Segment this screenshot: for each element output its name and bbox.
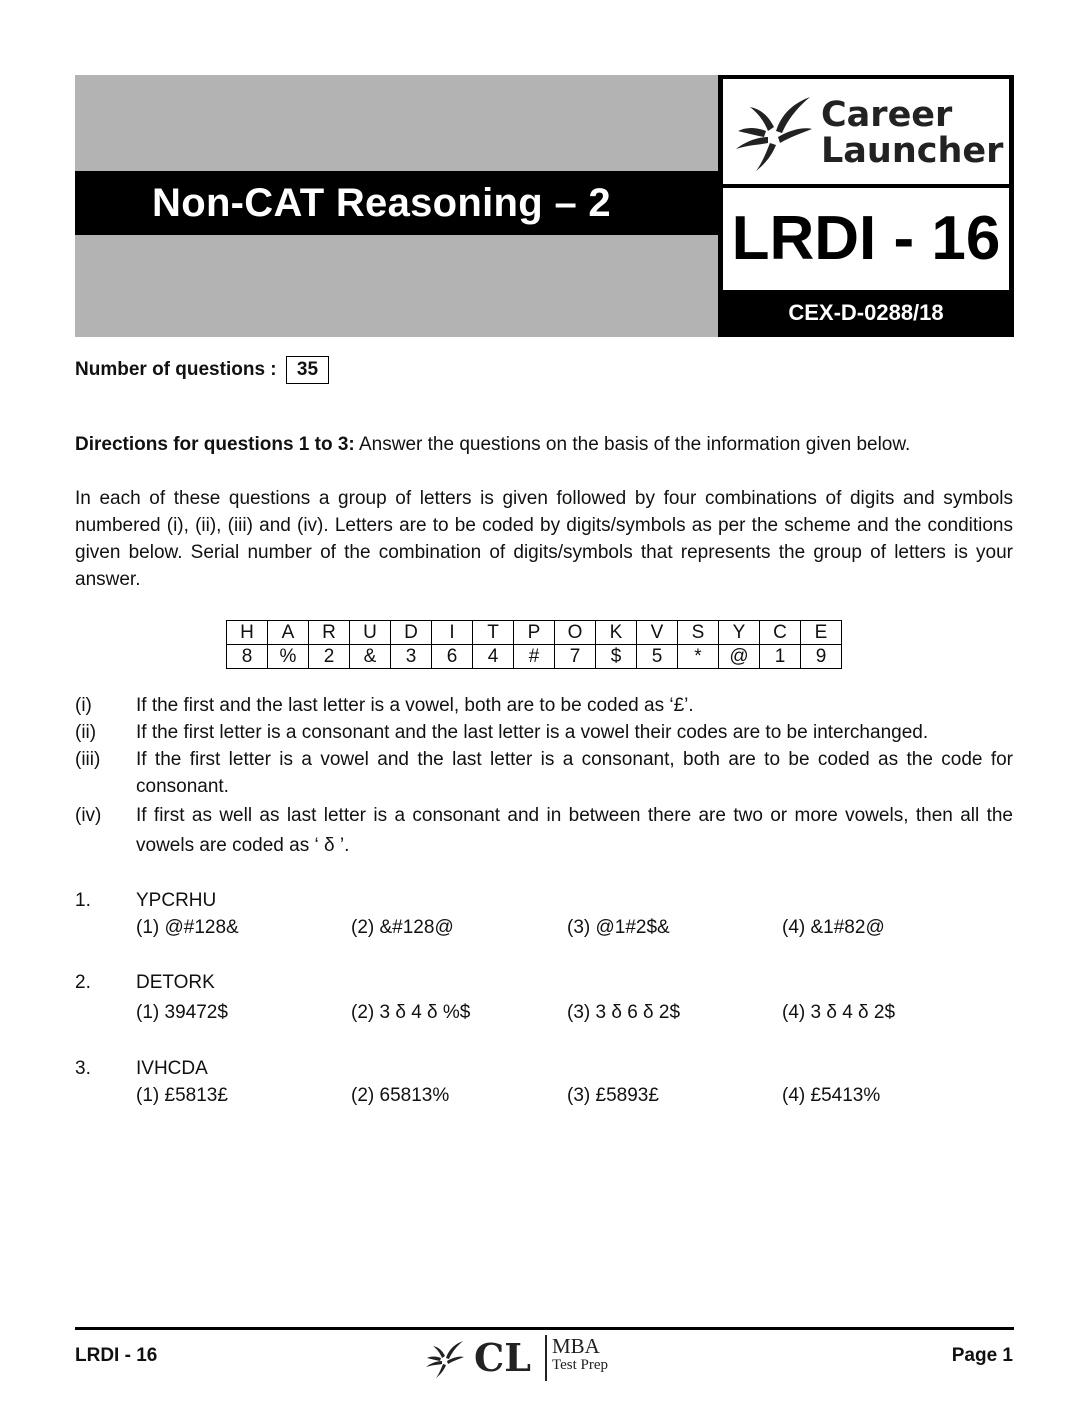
footer-cl-logo	[420, 1333, 630, 1385]
code-cell: %	[268, 645, 309, 669]
code-cell: 6	[432, 645, 473, 669]
option[interactable]: (1) @#128&	[136, 917, 239, 938]
footer-divider	[75, 1327, 1014, 1330]
letter-cell: D	[391, 621, 432, 645]
logo-line-2: Launcher	[821, 131, 1004, 171]
letter-cell: H	[227, 621, 268, 645]
letter-cell: S	[678, 621, 719, 645]
footer-logo-separator	[545, 1335, 547, 1381]
letter-cell: U	[350, 621, 391, 645]
footer-logo-cl: CL	[474, 1335, 531, 1380]
code-cell: 4	[473, 645, 514, 669]
condition-item	[75, 801, 1013, 861]
option[interactable]: (4) &1#82@	[782, 917, 885, 938]
header-code-panel	[718, 75, 1014, 337]
career-launcher-logo	[723, 79, 1009, 184]
option[interactable]: (3) 3 δ 6 δ 2$	[567, 1002, 681, 1023]
number-of-questions	[75, 356, 329, 384]
code-cell: 9	[801, 645, 842, 669]
code-cell: &	[350, 645, 391, 669]
condition-item	[75, 746, 1013, 800]
condition-text: If first as well as last letter is a consonant and in between there are two or more vowels, then all the vowels are coded as ‘ δ ’.	[136, 805, 1013, 856]
condition-number: (iv)	[75, 805, 102, 826]
condition-number: (iii)	[75, 749, 101, 770]
condition-text: If the first letter is a vowel and the last letter is a consonant, both are to be coded as the code for consonant.	[136, 749, 1013, 797]
logo-line-1: Career	[821, 95, 953, 135]
codes-row	[227, 645, 842, 669]
option[interactable]: (4) 3 δ 4 δ 2$	[782, 1002, 896, 1023]
condition-text: If the first letter is a consonant and the last letter is a vowel their codes are to be interchanged.	[136, 722, 929, 743]
code-cell: 5	[637, 645, 678, 669]
option[interactable]: (1) 39472$	[136, 1002, 228, 1023]
letter-cell: O	[555, 621, 596, 645]
letter-cell: A	[268, 621, 309, 645]
question-number: 3.	[75, 1058, 91, 1079]
option[interactable]: (3) £5893£	[567, 1085, 659, 1106]
letter-code-table	[226, 620, 842, 669]
footer-logo-mba: MBA	[552, 1334, 600, 1358]
question-word: DETORK	[136, 972, 215, 993]
letter-cell: R	[309, 621, 350, 645]
condition-number: (ii)	[75, 722, 97, 743]
code-cell: 8	[227, 645, 268, 669]
letter-cell: K	[596, 621, 637, 645]
option[interactable]: (2) 65813%	[351, 1085, 450, 1106]
footer-logo-testprep: Test Prep	[552, 1357, 609, 1373]
test-code: LRDI - 16	[723, 188, 1009, 290]
question-word: IVHCDA	[136, 1058, 208, 1079]
condition-text: If the first and the last letter is a vowel, both are to be coded as ‘£’.	[136, 695, 694, 716]
code-cell: $	[596, 645, 637, 669]
code-cell: 7	[555, 645, 596, 669]
letter-cell: E	[801, 621, 842, 645]
code-cell: *	[678, 645, 719, 669]
option[interactable]: (2) &#128@	[351, 917, 454, 938]
footer-test-code: LRDI - 16	[75, 1345, 158, 1366]
option[interactable]: (4) £5413%	[782, 1085, 881, 1106]
condition-item	[75, 719, 1013, 746]
option[interactable]: (1) £5813£	[136, 1085, 228, 1106]
letter-cell: Y	[719, 621, 760, 645]
code-cell: #	[514, 645, 555, 669]
number-of-questions-value: 35	[286, 356, 329, 384]
pinwheel-logo-icon	[420, 1339, 468, 1379]
number-of-questions-label: Number of questions :	[75, 359, 277, 380]
letters-row	[227, 621, 842, 645]
letter-cell: I	[432, 621, 473, 645]
directions	[75, 431, 1013, 458]
letter-cell: C	[760, 621, 801, 645]
directions-label: Directions for questions 1 to 3:	[75, 434, 355, 455]
condition-number: (i)	[75, 695, 92, 716]
page-title: Non-CAT Reasoning – 2	[75, 171, 718, 235]
option[interactable]: (2) 3 δ 4 δ %$	[351, 1002, 471, 1023]
code-cell: @	[719, 645, 760, 669]
code-cell: 1	[760, 645, 801, 669]
intro-paragraph: In each of these questions a group of letters is given followed by four combinations of digits and symbols numbered (i), (ii), (iii) and (iv). Letters are to be coded by digits/symbols as per the scheme and the conditions given below. Serial number of the combination of digits/symbols that represents the group of letters is your answer.	[75, 488, 1013, 590]
paper-id: CEX-D-0288/18	[788, 300, 944, 325]
letter-cell: T	[473, 621, 514, 645]
question-word: YPCRHU	[136, 890, 217, 911]
logo-wordmark	[821, 97, 1003, 169]
condition-item	[75, 692, 1013, 719]
question-number: 2.	[75, 972, 91, 993]
letter-cell: P	[514, 621, 555, 645]
option[interactable]: (3) @1#2$&	[567, 917, 670, 938]
code-cell: 2	[309, 645, 350, 669]
code-cell: 3	[391, 645, 432, 669]
question-number: 1.	[75, 890, 91, 911]
letter-cell: V	[637, 621, 678, 645]
header-banner	[75, 75, 718, 337]
directions-text: Answer the questions on the basis of the information given below.	[354, 434, 911, 455]
page-number: Page 1	[951, 1345, 1013, 1366]
pinwheel-logo-icon	[732, 93, 812, 173]
